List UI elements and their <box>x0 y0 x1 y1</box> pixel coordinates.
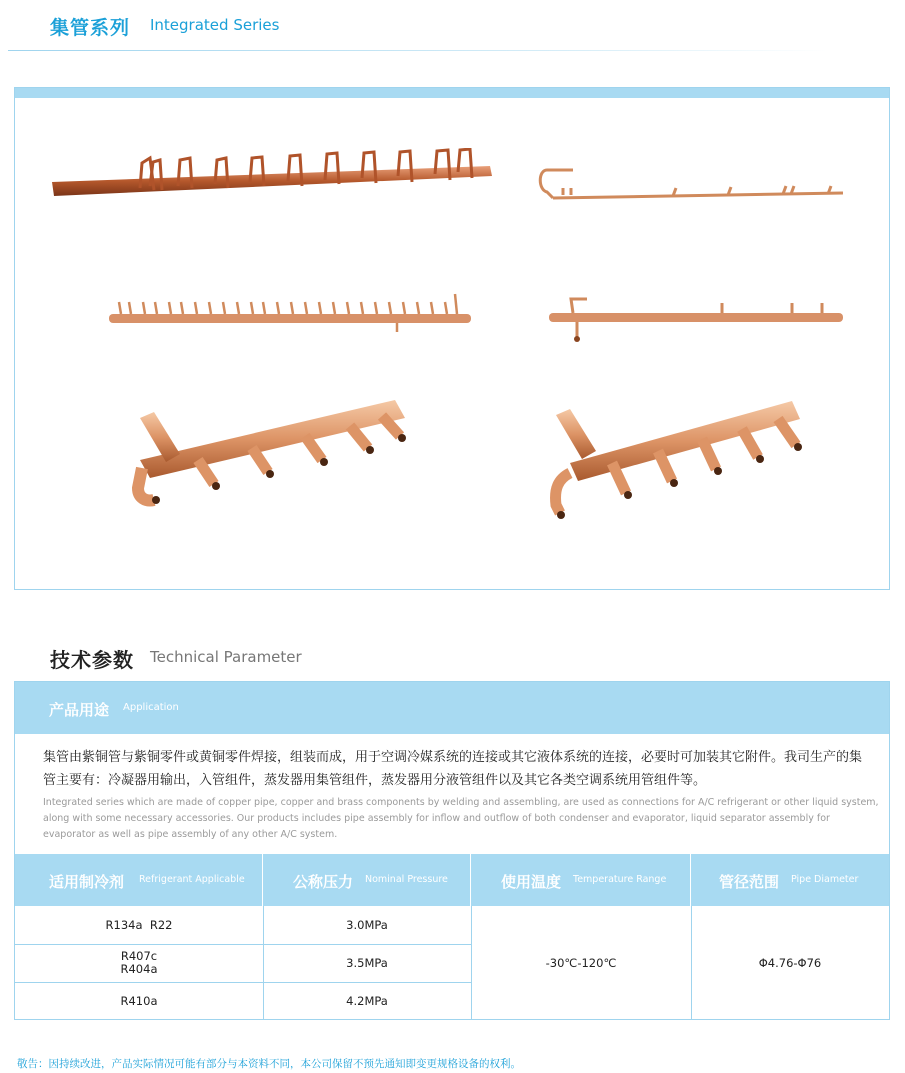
refrigerant-value: R134a R22 <box>105 917 173 932</box>
table-cell-pressure <box>263 906 471 944</box>
series-title-cn: 集管系列 <box>50 17 131 39</box>
column-header-cn: 公称压力 <box>293 873 354 891</box>
temperature-value: -30℃-120℃ <box>545 955 617 970</box>
pressure-value: 3.0MPa <box>346 917 388 932</box>
product-image-manifold-side-branch <box>547 293 847 348</box>
table-cell-refrigerant <box>15 906 263 944</box>
refrigerant-value: R407c <box>120 949 158 963</box>
table-cell-refrigerant <box>15 944 263 982</box>
table-cell-pressure <box>263 982 471 1020</box>
spec-panel <box>14 681 890 1020</box>
product-gallery <box>14 87 890 590</box>
column-header-cn: 管径范围 <box>719 873 780 891</box>
table-cell-temperature <box>471 906 691 1020</box>
product-image-large-manifold-a <box>120 398 420 518</box>
table-cell-pressure <box>263 944 471 982</box>
product-image-manifold-return-bend <box>533 160 848 210</box>
application-title-cn: 产品用途 <box>49 701 110 719</box>
table-cell-diameter <box>691 906 889 1020</box>
series-header <box>0 0 905 52</box>
gallery-top-bar <box>15 88 889 98</box>
refrigerant-value: R410a <box>120 993 158 1008</box>
product-image-large-manifold-b <box>530 393 830 528</box>
series-title-en: Integrated Series <box>150 16 280 34</box>
column-header-en: Temperature Range <box>573 874 667 885</box>
technical-title-cn: 技术参数 <box>50 648 134 672</box>
column-header-en: Nominal Pressure <box>365 874 448 885</box>
column-header-diameter <box>691 854 889 906</box>
application-description-en: Integrated series which are made of copper pipe, copper and brass components by welding and assembling, are used as connections for A/C refrigerant or other liquid system, along with some necessary accessories. Our products includes pipe assembly for inflow and outflow of both condenser and evaporator, liquid separator assembly for evaporator as well as pipe assembly of any other A/C system. <box>43 797 879 840</box>
pressure-value: 4.2MPa <box>346 993 388 1008</box>
pressure-value: 3.5MPa <box>346 955 388 970</box>
product-image-manifold-many-stubs <box>107 288 477 343</box>
column-header-refrigerant <box>15 854 263 906</box>
application-bar <box>15 682 889 734</box>
disclaimer-notice: 敬告：因持续改进，产品实际情况可能有部分与本资料不同，本公司保留不预先通知即变更规格设备的权利。 <box>17 1058 521 1070</box>
diameter-value: Φ4.76-Φ76 <box>758 955 822 970</box>
technical-title-en: Technical Parameter <box>150 648 302 666</box>
column-header-cn: 适用制冷剂 <box>49 873 125 891</box>
application-title-en: Application <box>123 702 179 713</box>
column-header-cn: 使用温度 <box>501 873 562 891</box>
refrigerant-value: R404a <box>120 962 158 976</box>
technical-header <box>0 640 905 674</box>
column-header-en: Refrigerant Applicable <box>139 874 245 885</box>
column-header-en: Pipe Diameter <box>791 874 859 885</box>
column-header-temperature <box>471 854 691 906</box>
column-header-pressure <box>263 854 471 906</box>
product-image-manifold-u-bends <box>50 148 495 223</box>
header-divider <box>8 50 828 51</box>
application-description-cn: 集管由紫铜管与紫铜零件或黄铜零件焊接，组装而成，用于空调冷媒系统的连接或其它液体系统的连接，必要时可加装其它附件。我司生产的集管主要有：冷凝器用输出，入管组件，蒸发器用集管组件，蒸发器用分液管组件以及其它各类空调系统用管组件等。 <box>43 750 863 788</box>
table-cell-refrigerant <box>15 982 263 1020</box>
